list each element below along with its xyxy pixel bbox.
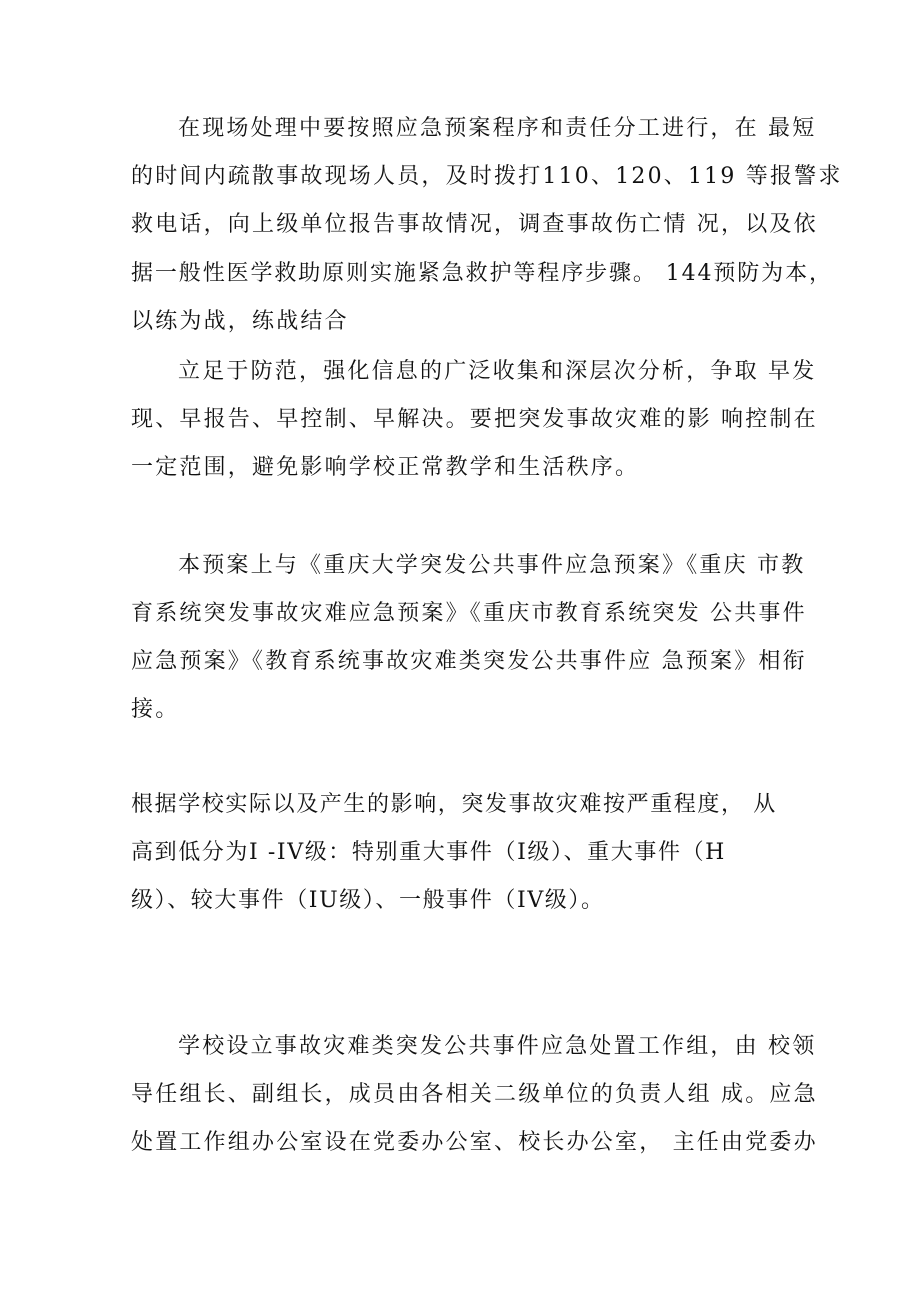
- paragraph-5-line-3: 处置工作组办公室设在党委办公室、校长办公室， 主任由党委办: [131, 1130, 818, 1155]
- paragraph-2-line-1: 立足于防范，强化信息的广泛收集和深层次分析，争取 早发: [178, 359, 817, 384]
- paragraph-3-line-1: 本预案上与《重庆大学突发公共事件应急预案》《重庆 市教: [178, 553, 806, 578]
- paragraph-3-line-3: 应急预案》《教育系统事故灾难类突发公共事件应 急预案》相衔: [131, 649, 807, 674]
- paragraph-1-line-5: 以练为战，练战结合: [131, 309, 349, 334]
- paragraph-4-line-1: 根据学校实际以及产生的影响，突发事故灾难按严重程度， 从: [131, 792, 777, 817]
- paragraph-4-line-2: 高到低分为I -IV级：特别重大事件（I级）、重大事件（H: [131, 840, 726, 865]
- paragraph-2-line-3: 一定范围，避免影响学校正常教学和生活秩序。: [131, 455, 640, 480]
- paragraph-4-line-3: 级）、较大事件（IU级）、一般事件（IV级）。: [131, 888, 605, 913]
- paragraph-1-line-4: 据一般性医学救助原则实施紧急救护等程序步骤。 144预防为本，: [131, 261, 833, 286]
- paragraph-1-line-3: 救电话，向上级单位报告事故情况，调查事故伤亡情 况，以及依: [131, 212, 818, 237]
- paragraph-1-line-2: 的时间内疏散事故现场人员，及时拨打110、120、119 等报警求: [131, 164, 843, 189]
- paragraph-3-line-2: 育系统突发事故灾难应急预案》《重庆市教育系统突发 公共事件: [131, 601, 807, 626]
- paragraph-5-line-1: 学校设立事故灾难类突发公共事件应急处置工作组，由 校领: [178, 1034, 817, 1059]
- paragraph-3-line-4: 接。: [131, 697, 180, 722]
- paragraph-1-line-1: 在现场处理中要按照应急预案程序和责任分工进行，在 最短: [178, 116, 817, 141]
- paragraph-5-line-2: 导任组长、副组长，成员由各相关二级单位的负责人组 成。应急: [131, 1082, 818, 1107]
- paragraph-2-line-2: 现、早报告、早控制、早解决。要把突发事故灾难的影 响控制在: [131, 407, 818, 432]
